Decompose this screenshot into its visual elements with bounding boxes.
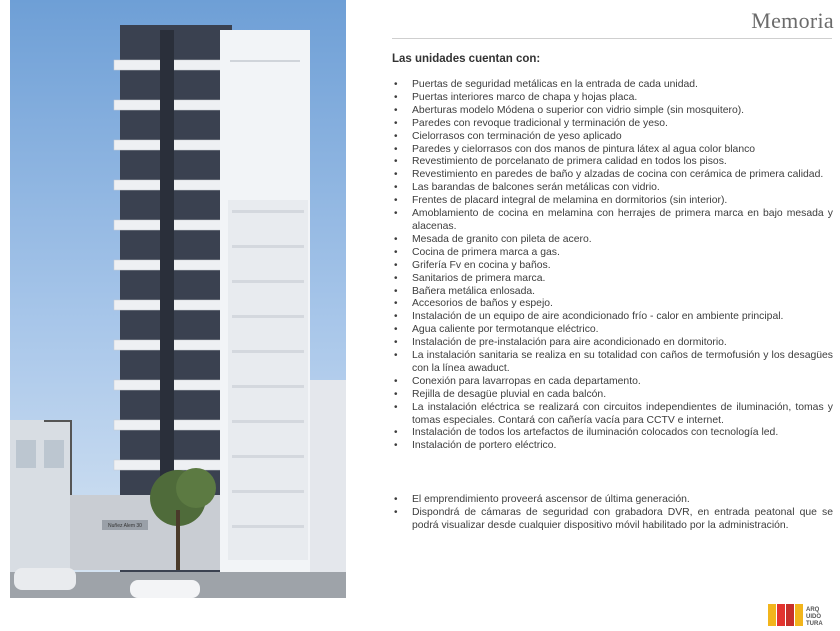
list-item: • Sanitarios de primera marca. (392, 273, 833, 286)
list-item: • Frentes de placard integral de melamina en dormitorios (sin interior). (392, 195, 833, 208)
svg-text:ARQ: ARQ (806, 607, 820, 613)
list-item: • Bañera metálica enlosada. (392, 286, 833, 299)
list-item: • Amoblamiento de cocina en melamina con herrajes de primera marca en bajo mesada y alacenas. (392, 208, 833, 234)
list-item: • Conexión para lavarropas en cada departamento. (392, 376, 833, 389)
list-item: • La instalación eléctrica se realizará con circuitos independientes de iluminación, tomas y tomas especiales. Contará con cañería vacía para CCTV e internet. (392, 402, 833, 428)
list-item: • Instalación de pre-instalación para aire acondicionado en dormitorio. (392, 337, 833, 350)
list-item: • Puertas de seguridad metálicas en la entrada de cada unidad. (392, 79, 833, 92)
list-item: • Paredes y cielorrasos con dos manos de pintura látex al agua color blanco (392, 144, 833, 157)
list-item: • Las barandas de balcones serán metálicas con vidrio. (392, 182, 833, 195)
list-item: • La instalación sanitaria se realiza en su totalidad con caños de termofusión y los desagües con la línea awaduct. (392, 350, 833, 376)
extras-list (392, 494, 833, 533)
list-item: • Paredes con revoque tradicional y terminación de yeso. (392, 118, 833, 131)
list-item: • Grifería Fv en cocina y baños. (392, 260, 833, 273)
list-item: • Instalación de portero eléctrico. (392, 440, 833, 453)
list-item: • Revestimiento de porcelanato de primera calidad en todos los pisos. (392, 156, 833, 169)
section-heading: Las unidades cuentan con: (392, 53, 541, 65)
list-item: • Agua caliente por termotanque eléctrico. (392, 324, 833, 337)
list-item: • Dispondrá de cámaras de seguridad con grabadora DVR, en entrada peatonal que se podrá visualizar desde cualquier dispositivo móvil habilitado por la administración. (392, 507, 833, 533)
company-logo (768, 604, 830, 626)
building-render (10, 0, 346, 598)
svg-text:UIDO: UIDO (806, 614, 821, 620)
list-item: • Cocina de primera marca a gas. (392, 247, 833, 260)
list-item: • Instalación de todos los artefactos de iluminación colocados con tecnología led. (392, 427, 833, 440)
list-item: • Puertas interiores marco de chapa y hojas placa. (392, 92, 833, 105)
entrance-sign: Nuñez Alem 30 (108, 523, 142, 529)
list-item: • Cielorrasos con terminación de yeso aplicado (392, 131, 833, 144)
features-list (392, 79, 833, 453)
list-item: • Instalación de un equipo de aire acondicionado frío - calor en ambiente principal. (392, 311, 833, 324)
page-title: Memoria (751, 8, 834, 33)
svg-text:TURA: TURA (806, 621, 823, 626)
list-item: • Revestimiento en paredes de baño y alzadas de cocina con cerámica de primera calidad. (392, 169, 833, 182)
list-item: • Aberturas modelo Módena o superior con vidrio simple (sin mosquitero). (392, 105, 833, 118)
list-item: • Rejilla de desagüe pluvial en cada balcón. (392, 389, 833, 402)
list-item: • Mesada de granito con pileta de acero. (392, 234, 833, 247)
list-item: • El emprendimiento proveerá ascensor de última generación. (392, 494, 833, 507)
list-item: • Accesorios de baños y espejo. (392, 298, 833, 311)
title-divider (392, 38, 832, 39)
